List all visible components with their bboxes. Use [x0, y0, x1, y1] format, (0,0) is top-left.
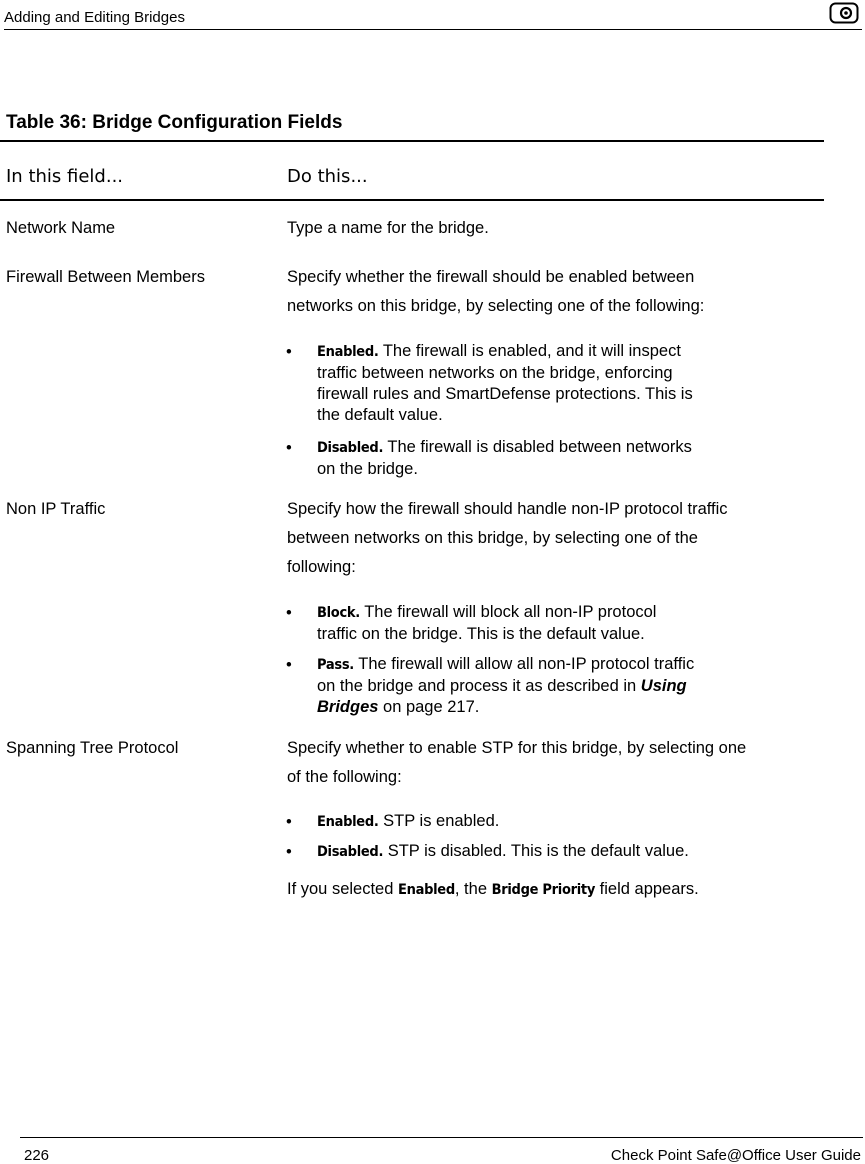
list-item: Disabled. The firewall is disabled between networks on the bridge. — [317, 438, 692, 478]
desc-non-ip-traffic: Specify how the firewall should handle non-IP protocol traffic between networks on this bridge, by selecting one of the following: — [287, 500, 728, 576]
field-spanning-tree-protocol: Spanning Tree Protocol — [6, 739, 179, 757]
list-item: Pass. The firewall will allow all non-IP protocol traffic on the bridge and process it as described in Using Bridges on page 217. — [317, 655, 695, 716]
term-block: Block. — [317, 605, 360, 621]
term-bridge-priority: Bridge Priority — [491, 882, 596, 898]
term-pass: Pass. — [317, 657, 354, 673]
guide-name: Check Point Safe@Office User Guide — [610, 1147, 861, 1164]
term-disabled: Disabled. — [317, 440, 384, 456]
term-disabled: Disabled. — [317, 844, 384, 860]
field-non-ip-traffic: Non IP Traffic — [6, 500, 106, 518]
table-top-rule — [0, 140, 824, 142]
desc-firewall-between-members: Specify whether the firewall should be enabled between networks on this bridge, by selecting one of the following: — [287, 268, 705, 315]
list-item: Block. The firewall will block all non-IP protocol traffic on the bridge. This is the default value. — [317, 603, 657, 643]
column-header-field: In this field... — [6, 166, 124, 187]
desc-network-name: Type a name for the bridge. — [287, 219, 489, 237]
xref-using-bridges-cont[interactable]: Bridges — [317, 698, 379, 716]
table-title: Table 36: Bridge Configuration Fields — [6, 112, 343, 133]
footer-rule — [20, 1137, 863, 1138]
header-title: Adding and Editing Bridges — [4, 9, 185, 26]
term-enabled: Enabled. — [317, 814, 379, 830]
term-enabled: Enabled — [397, 882, 455, 898]
page-number: 226 — [24, 1147, 50, 1164]
list-item: Disabled. STP is disabled. This is the default value. — [317, 842, 689, 860]
header-rule — [4, 29, 862, 30]
bullet-icon: • — [286, 439, 292, 457]
bullet-icon: • — [286, 656, 292, 674]
check-point-logo-icon — [829, 2, 859, 24]
bullet-icon: • — [286, 813, 292, 831]
list-item: Enabled. The firewall is enabled, and it will inspect traffic between networks on the bridge, enforcing firewall rules and SmartDefense protections. This is the default value. — [317, 342, 693, 424]
table-header-rule — [0, 199, 824, 201]
field-network-name: Network Name — [6, 219, 116, 237]
term-enabled: Enabled. — [317, 344, 379, 360]
field-firewall-between-members: Firewall Between Members — [6, 268, 205, 286]
xref-using-bridges[interactable]: Using — [640, 677, 687, 695]
list-item: Enabled. STP is enabled. — [317, 812, 500, 830]
desc-spanning-tree-protocol: Specify whether to enable STP for this bridge, by selecting one of the following: — [287, 739, 747, 786]
column-header-action: Do this... — [287, 166, 368, 187]
note-bridge-priority: If you selected Enabled, the Bridge Priority field appears. — [287, 880, 699, 898]
bullet-icon: • — [286, 843, 292, 861]
bullet-icon: • — [286, 604, 292, 622]
bullet-icon: • — [286, 343, 292, 361]
